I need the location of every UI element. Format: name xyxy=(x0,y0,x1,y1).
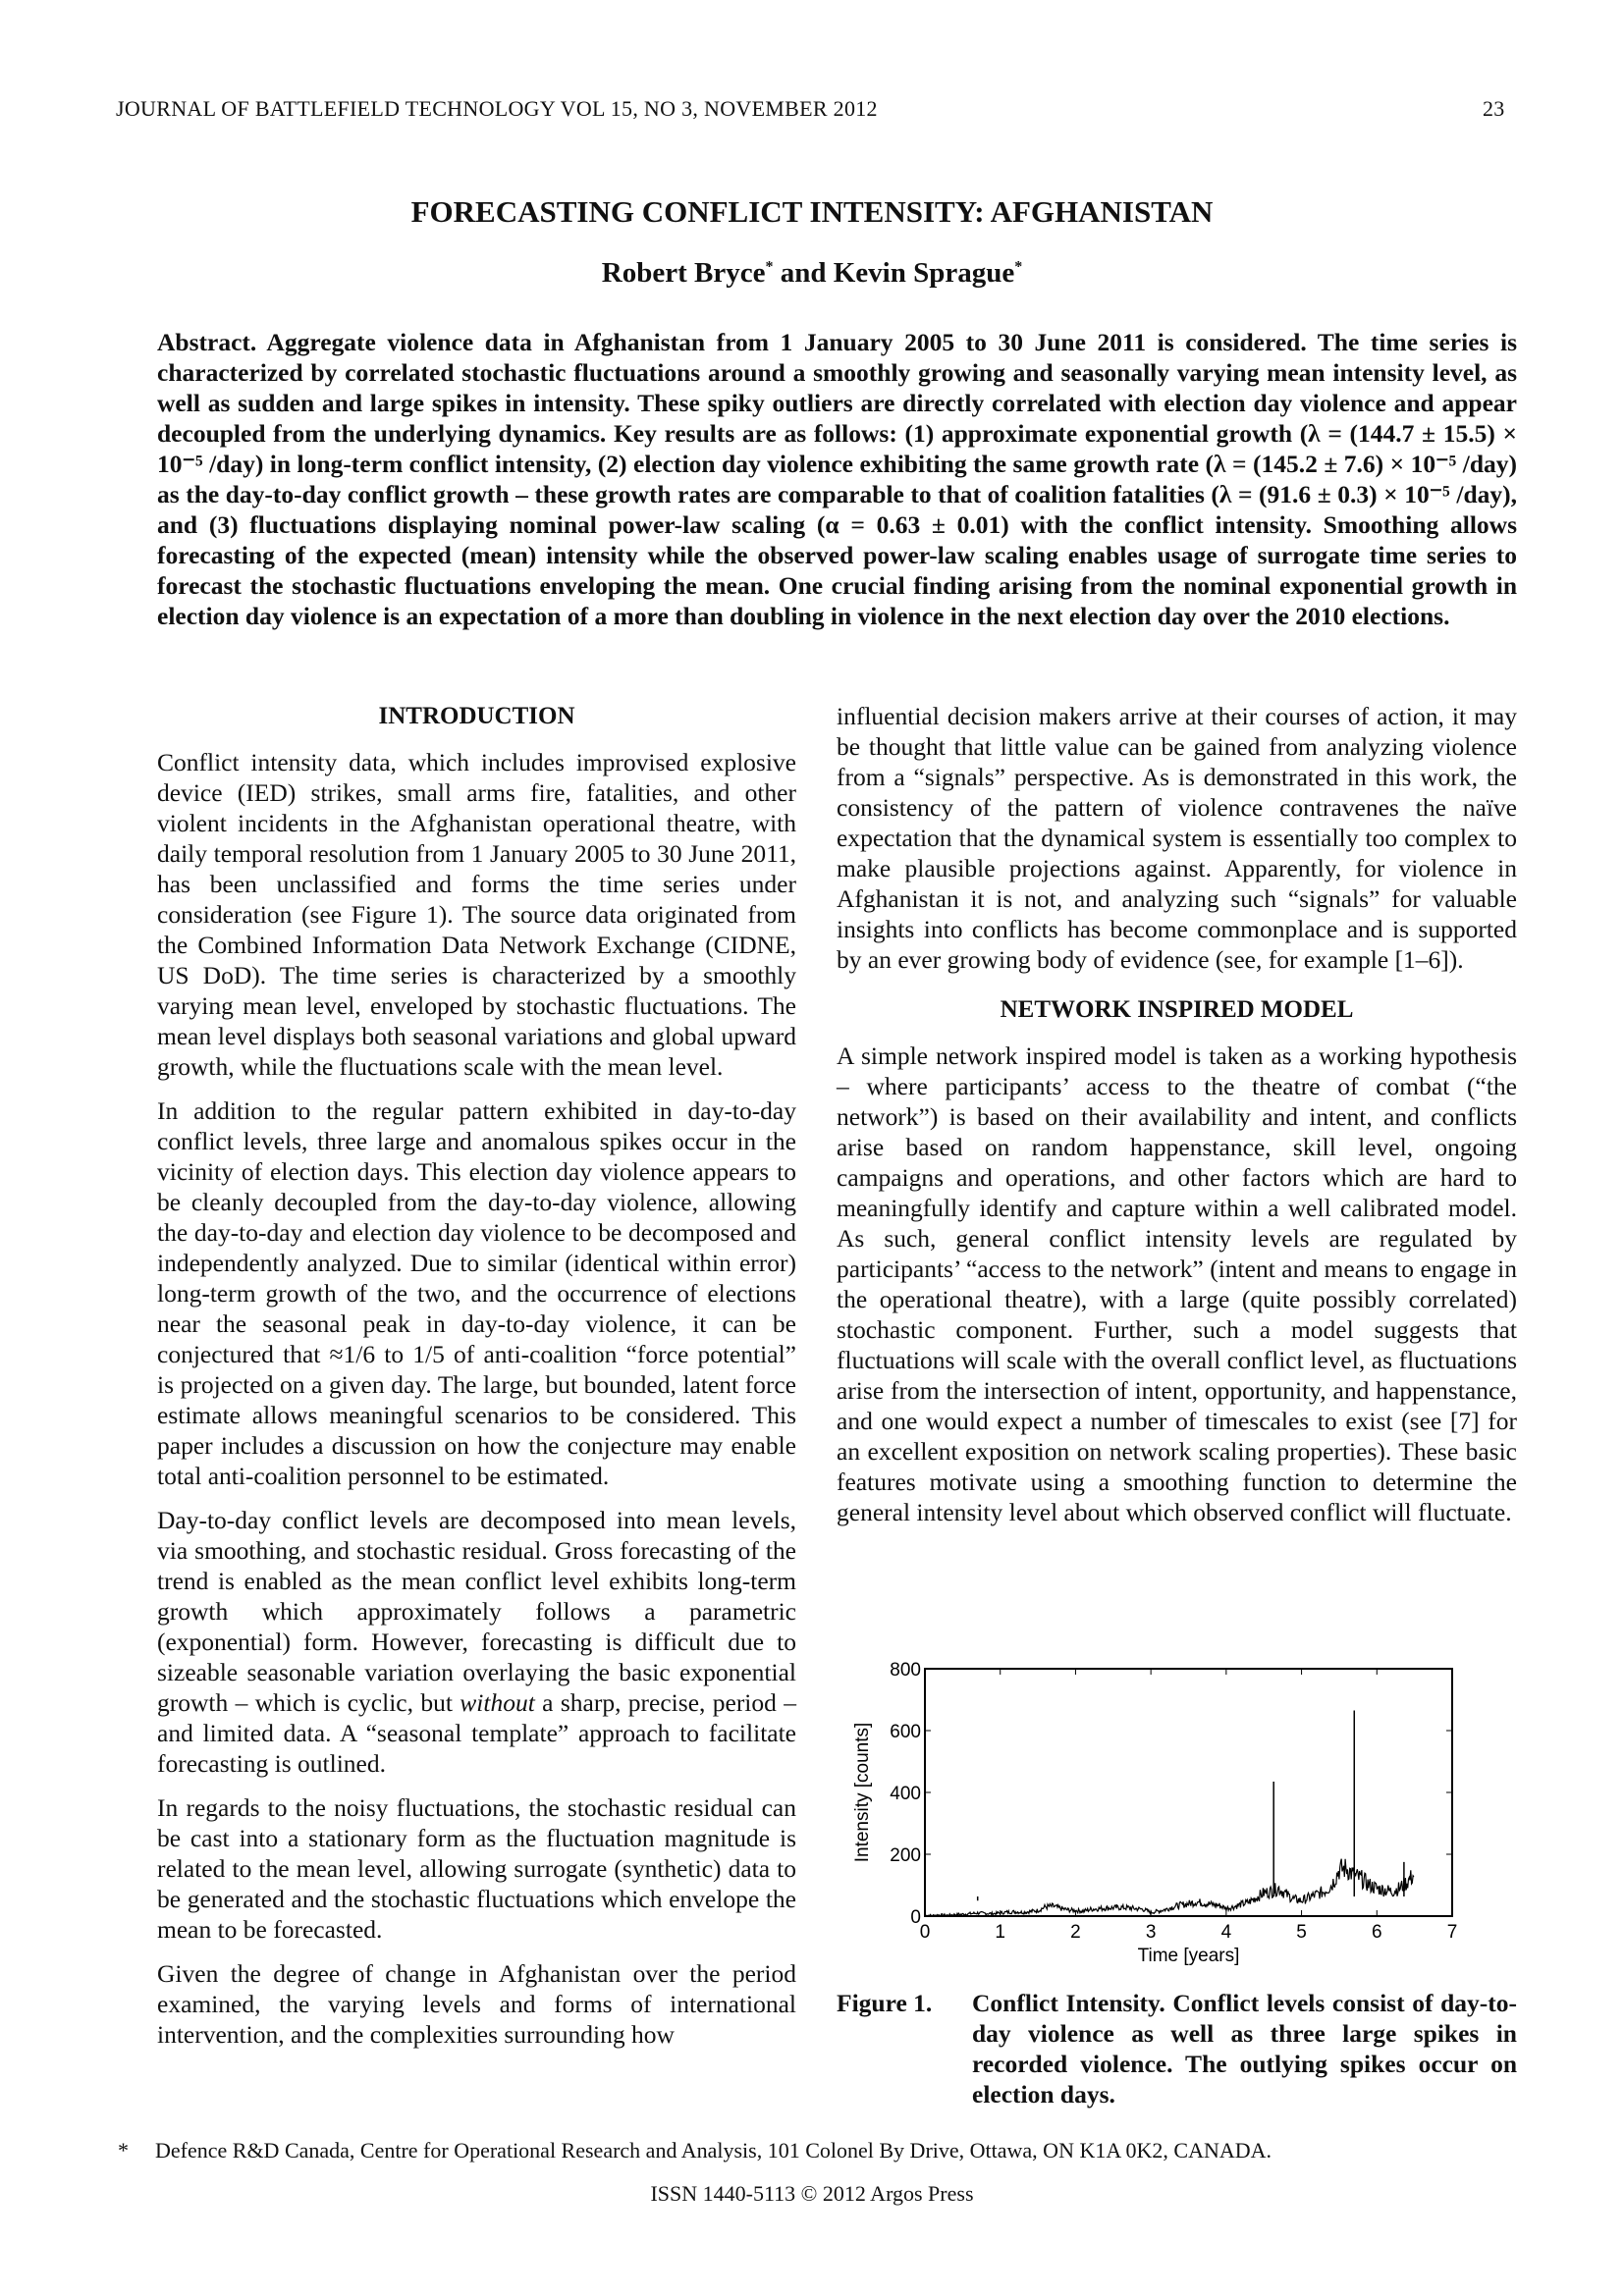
conflict-intensity-chart xyxy=(837,1657,1524,1981)
affiliation-mark: * xyxy=(1014,258,1023,276)
text: a sharp, precise, period – and limited data. A “seasonal template” approach to facilitate forecasting is outlined. xyxy=(157,1688,796,1778)
y-tick-label: 600 xyxy=(890,1722,921,1742)
x-tick-label: 3 xyxy=(1145,1922,1157,1943)
x-tick-label: 2 xyxy=(1070,1922,1081,1943)
figure-caption: Conflict Intensity. Conflict levels consist of day-to-day violence as well as three large spikes in recorded violence. The outlying spikes occur on election days. xyxy=(972,1989,1517,2109)
series-line xyxy=(925,1859,1414,1916)
x-tick-label: 7 xyxy=(1446,1922,1458,1943)
x-tick-label: 5 xyxy=(1296,1922,1307,1943)
y-tick-label: 400 xyxy=(890,1784,921,1804)
figure-label: Figure 1. xyxy=(837,1989,933,2017)
section-heading-introduction: INTRODUCTION xyxy=(378,703,575,729)
paragraph: Given the degree of change in Afghanistan over the period examined, the varying levels and forms of international intervention, and the complexities surrounding how xyxy=(157,1959,796,2049)
paragraph: Conflict intensity data, which includes improvised explosive device (IED) strikes, small arms fire, fatalities, and other violent incidents in the Afghanistan operational theatre, with daily temporal resolution from 1 January 2005 to 30 June 2011, has been unclassified and forms the time series under consideration (see Figure 1). The source data originated from the Combined Information Data Network Exchange (CIDNE, US DoD). The time series is characterized by a smoothly varying mean level, enveloped by stochastic fluctuations. The mean level displays both seasonal variations and global upward growth, while the fluctuations scale with the mean level. xyxy=(157,748,796,1081)
affiliation-mark: * xyxy=(765,258,774,276)
y-axis-label: Intensity [counts] xyxy=(852,1722,873,1863)
left-column xyxy=(157,701,796,2063)
paper-title: FORECASTING CONFLICT INTENSITY: AFGHANISTAN xyxy=(410,194,1214,229)
author-2: Kevin Sprague xyxy=(833,257,1015,289)
paragraph: influential decision makers arrive at their courses of action, it may be thought that little value can be gained from analyzing violence from a “signals” perspective. As is demonstrated in this work, the consistency of the pattern of violence contravenes the naïve expectation that the dynamical system is essentially too complex to make plausible projections against. Apparently, for violence in Afghanistan it is not, and analyzing such “signals” for valuable insights into conflicts has become commonplace and is supported by an ever growing body of evidence (see, for example [1–6]). xyxy=(837,702,1517,974)
authors xyxy=(0,257,1624,290)
text: Day-to-day conflict levels are decomposed into mean levels, via smoothing, and stochastic residual. Gross forecasting of the trend is enabled as the mean conflict level exhibits long-term growth which approximately follows a parametric (exponential) form. However, forecasting is difficult due to sizeable seasonable variation overlaying the basic exponential growth – which is cyclic, but xyxy=(157,1506,796,1717)
emphasis: without xyxy=(460,1688,535,1717)
footnote-text: Defence R&D Canada, Centre for Operational Research and Analysis, 101 Colonel By Drive, Ottawa, ON K1A 0K2, CANADA. xyxy=(155,2138,1272,2163)
abstract: Abstract. Aggregate violence data in Afghanistan from 1 January 2005 to 30 June 2011 is considered. The time series is characterized by correlated stochastic fluctuations around a smoothly growing and seasonally varying mean intensity level, as well as sudden and large spikes in intensity. These spiky outliers are directly correlated with election day violence and appear decoupled from the underlying dynamics. Key results are as follows: (1) approximate exponential growth (λ = (144.7 ± 15.5) × 10⁻⁵ /day) in long-term conflict intensity, (2) election day violence exhibiting the same growth rate (λ = (145.2 ± 7.6) × 10⁻⁵ /day) as the day-to-day conflict growth – these growth rates are comparable to that of coalition fatalities (λ = (91.6 ± 0.3) × 10⁻⁵ /day), and (3) fluctuations displaying nominal power-law scaling (α = 0.63 ± 0.01) with the conflict intensity. Smoothing allows forecasting of the expected (mean) intensity while the observed power-law scaling enables usage of surrogate time series to forecast the stochastic fluctuations enveloping the mean. One crucial finding arising from the nominal exponential growth in election day violence is an expectation of a more than doubling in violence in the next election day over the 2010 elections. xyxy=(157,328,1517,630)
x-axis-label: Time [years] xyxy=(1137,1946,1240,1966)
author-1: Robert Bryce xyxy=(601,257,766,289)
paragraph: In addition to the regular pattern exhibited in day-to-day conflict levels, three large and anomalous spikes occur in the vicinity of election days. This election day violence appears to be cleanly decoupled from the day-to-day violence, allowing the day-to-day and election day violence to be decomposed and independently analyzed. Due to similar (identical within error) long-term growth of the two, and the occurrence of elections near the seasonal peak in day-to-day violence, it can be conjectured that ≈1/6 to 1/5 of anti-coalition “force potential” is projected on a given day. The large, but bounded, latent force estimate allows meaningful scenarios to be considered. This paper includes a discussion on how the conjecture may enable total anti-coalition personnel to be estimated. xyxy=(157,1096,796,1490)
x-tick-label: 6 xyxy=(1371,1922,1382,1943)
footnote xyxy=(118,2138,1272,2163)
issn-copyright: ISSN 1440-5113 © 2012 Argos Press xyxy=(650,2181,974,2206)
y-tick-label: 0 xyxy=(910,1907,921,1928)
right-column xyxy=(837,701,1517,1541)
page-number: 23 xyxy=(1483,96,1505,121)
paragraph: A simple network inspired model is taken as a working hypothesis – where participants’ access to the theatre of combat (“the network”) is based on their availability and intent, and conflicts arise based on random happenstance, skill level, ongoing campaigns and operations, and other factors which are hard to meaningfully identify and capture within a well calibrated model. As such, general conflict intensity levels are regulated by participants’ “access to the network” (intent and means to engage in the operational theatre), with a large (quite possibly correlated) stochastic component. Further, such a model suggests that fluctuations will scale with the overall conflict level, as fluctuations arise from the intersection of intent, opportunity, and happenstance, and one would expect a number of timescales to exist (see [7] for an excellent exposition on network scaling properties). These basic features motivate using a smoothing function to determine the general intensity level about which observed conflict will fluctuate. xyxy=(837,1041,1517,1526)
y-tick-label: 800 xyxy=(890,1660,921,1681)
section-heading-network-model: NETWORK INSPIRED MODEL xyxy=(1000,996,1354,1023)
paragraph: In regards to the noisy fluctuations, the stochastic residual can be cast into a stationary form as the fluctuation magnitude is related to the mean level, allowing surrogate (synthetic) data to be generated and the stochastic fluctuations which envelope the mean to be forecasted. xyxy=(157,1793,796,1944)
footnote-mark: * xyxy=(118,2138,129,2163)
x-tick-label: 4 xyxy=(1220,1922,1232,1943)
x-tick-label: 1 xyxy=(995,1922,1006,1943)
paragraph xyxy=(157,1505,796,1779)
journal-header: JOURNAL OF BATTLEFIELD TECHNOLOGY VOL 15, NO 3, NOVEMBER 2012 xyxy=(116,96,878,121)
author-separator: and xyxy=(773,257,834,289)
y-tick-label: 200 xyxy=(890,1845,921,1866)
plot-frame xyxy=(925,1669,1452,1916)
x-tick-label: 0 xyxy=(919,1922,931,1943)
